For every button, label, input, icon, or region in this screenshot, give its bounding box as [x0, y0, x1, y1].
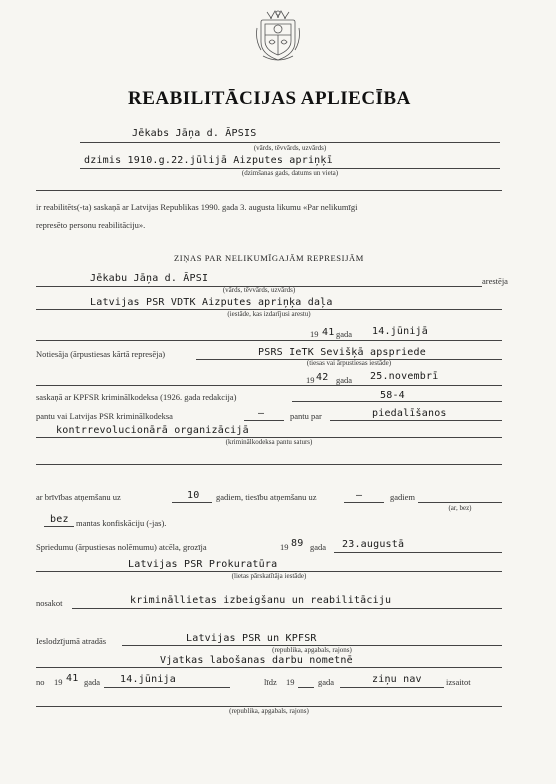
- annulment-year: 89: [291, 538, 304, 549]
- arrested-label: arestēja: [482, 276, 508, 286]
- from-label: no: [36, 677, 45, 687]
- annulment-date-line: [334, 552, 502, 553]
- latvian-code-text: pantu vai Latvijas PSR kriminālkodeksa: [36, 411, 173, 421]
- decision-text: krimināllietas izbeigšanu un reabilitāciju: [130, 595, 392, 606]
- camp-line: [36, 667, 502, 668]
- from-date: 14.jūnija: [120, 674, 176, 685]
- arrest-year-label: gada: [336, 329, 353, 339]
- latvia-coat-of-arms-icon: [255, 8, 301, 64]
- court-caption: (tiesas vai ārpustiesas iestāde): [306, 359, 392, 367]
- rights-tail-line: [418, 502, 502, 503]
- charge-line-1-rule: [330, 420, 502, 421]
- section-title: ZIŅAS PAR NELIKUMĪGAJĀM REPRESIJĀM: [174, 253, 364, 263]
- person-name: Jēkabs Jāņa d. ĀPSIS: [132, 128, 257, 139]
- arrest-date-line: [36, 340, 502, 341]
- annulment-year-label: gada: [310, 542, 327, 552]
- confiscation-caption: (ar, bez): [448, 504, 472, 512]
- penalty-text-1: ar brīvības atņemšanu uz: [36, 492, 121, 502]
- decision-line: [72, 608, 502, 609]
- sentence-date: 25.novembrī: [370, 371, 439, 382]
- arrest-year-prefix: 19: [310, 329, 319, 339]
- code-article-line: [292, 401, 502, 402]
- to-label: līdz: [264, 677, 277, 687]
- sentence-date-line: [36, 385, 502, 386]
- charge-line-1: piedalīšanos: [372, 408, 447, 419]
- confiscation-text: mantas konfiskāciju (-jas).: [76, 518, 167, 528]
- annulment-text: Spriedumu (ārpustiesas nolēmumu) atcēla, grozīja: [36, 542, 207, 552]
- sentence-year-prefix: 19: [306, 375, 315, 385]
- camp-name: Vjatkas labošanas darbu nometnē: [160, 655, 353, 666]
- confiscation-line: [44, 526, 74, 527]
- arresting-institution: Latvijas PSR VDTK Aizputes apriņķa daļa: [90, 297, 333, 308]
- institution-caption: (iestāde, kas izdarījusi arestu): [227, 310, 311, 318]
- birth-caption: (dzimšanas gads, datums un vieta): [241, 169, 339, 177]
- latvian-article: —: [258, 408, 265, 419]
- rehab-statement-line2: represēto personu reabilitāciju».: [36, 220, 146, 230]
- rights-years: —: [356, 490, 363, 501]
- from-year-prefix: 19: [54, 677, 63, 687]
- imprisonment-place: Latvijas PSR un KPFSR: [186, 633, 317, 644]
- penalty-years: 10: [187, 490, 200, 501]
- imprisonment-label: Ieslodzījumā atradās: [36, 636, 107, 646]
- birth-info: dzimis 1910.g.22.jūlijā Aizputes apriņķī: [84, 155, 333, 166]
- penalty-text-2: gadiem, tiesību atņemšanu uz: [216, 492, 317, 502]
- from-year: 41: [66, 673, 79, 684]
- page-title: REABILITĀCIJAS APLIECĪBA: [128, 88, 411, 109]
- authority-caption: (lietas pārskatītāja iestāde): [231, 572, 307, 580]
- sentencing-court: PSRS IeTK Sevišķā apspriede: [258, 347, 426, 358]
- from-year-label: gada: [84, 677, 101, 687]
- reviewing-authority: Latvijas PSR Prokuratūra: [128, 559, 278, 570]
- annulment-date: 23.augustā: [342, 539, 405, 550]
- penalty-text-3: gadiem: [390, 492, 416, 502]
- blank-line-2: [36, 464, 502, 465]
- sentence-label: Notiesāja (ārpustiesas kārtā represēja): [36, 349, 166, 359]
- charge-line-2: kontrrevolucionārā organizācijā: [56, 425, 249, 436]
- sentence-year: 42: [316, 372, 329, 383]
- arrested-person-name: Jēkabu Jāņa d. ĀPSI: [90, 273, 209, 284]
- to-value-line: [340, 687, 444, 688]
- rehab-statement-line1: ir reabilitēts(-ta) saskaņā ar Latvijas Republikas 1990. gada 3. augusta likumu «Par nelikumīgi: [36, 202, 358, 212]
- to-year-prefix: 19: [286, 677, 295, 687]
- sentence-year-label: gada: [336, 375, 353, 385]
- release-label: izsaitot: [446, 677, 471, 687]
- arrest-date: 14.jūnijā: [372, 326, 428, 337]
- arrest-year: 41: [322, 327, 335, 338]
- bottom-caption: (republika, apgabals, rajons): [229, 707, 309, 715]
- charge-caption: (kriminālkodeksa pantu saturs): [225, 438, 313, 446]
- blank-line: [36, 190, 502, 191]
- imprisonment-place-caption: (republika, apgabals, rajons): [272, 646, 352, 654]
- arrested-person-caption: (vārds, tēvvārds, uzvārds): [222, 286, 296, 294]
- to-year-label: gada: [318, 677, 335, 687]
- rights-years-line: [344, 502, 384, 503]
- confiscation-value: bez: [50, 514, 69, 525]
- pantu-par-label: pantu par: [290, 411, 322, 421]
- decided-label: nosakot: [36, 598, 63, 608]
- name-caption: (vārds, tēvvārds, uzvārds): [253, 144, 327, 152]
- to-year-line: [298, 687, 314, 688]
- penalty-years-line: [172, 502, 212, 503]
- name-line: [80, 142, 500, 143]
- from-date-line: [104, 687, 230, 688]
- annulment-year-prefix: 19: [280, 542, 289, 552]
- code-article: 58-4: [380, 390, 405, 401]
- latvian-article-line: [244, 420, 284, 421]
- to-value: ziņu nav: [372, 674, 422, 685]
- code-text: saskaņā ar KPFSR kriminālkodeksa (1926. gada redakcija): [36, 392, 237, 402]
